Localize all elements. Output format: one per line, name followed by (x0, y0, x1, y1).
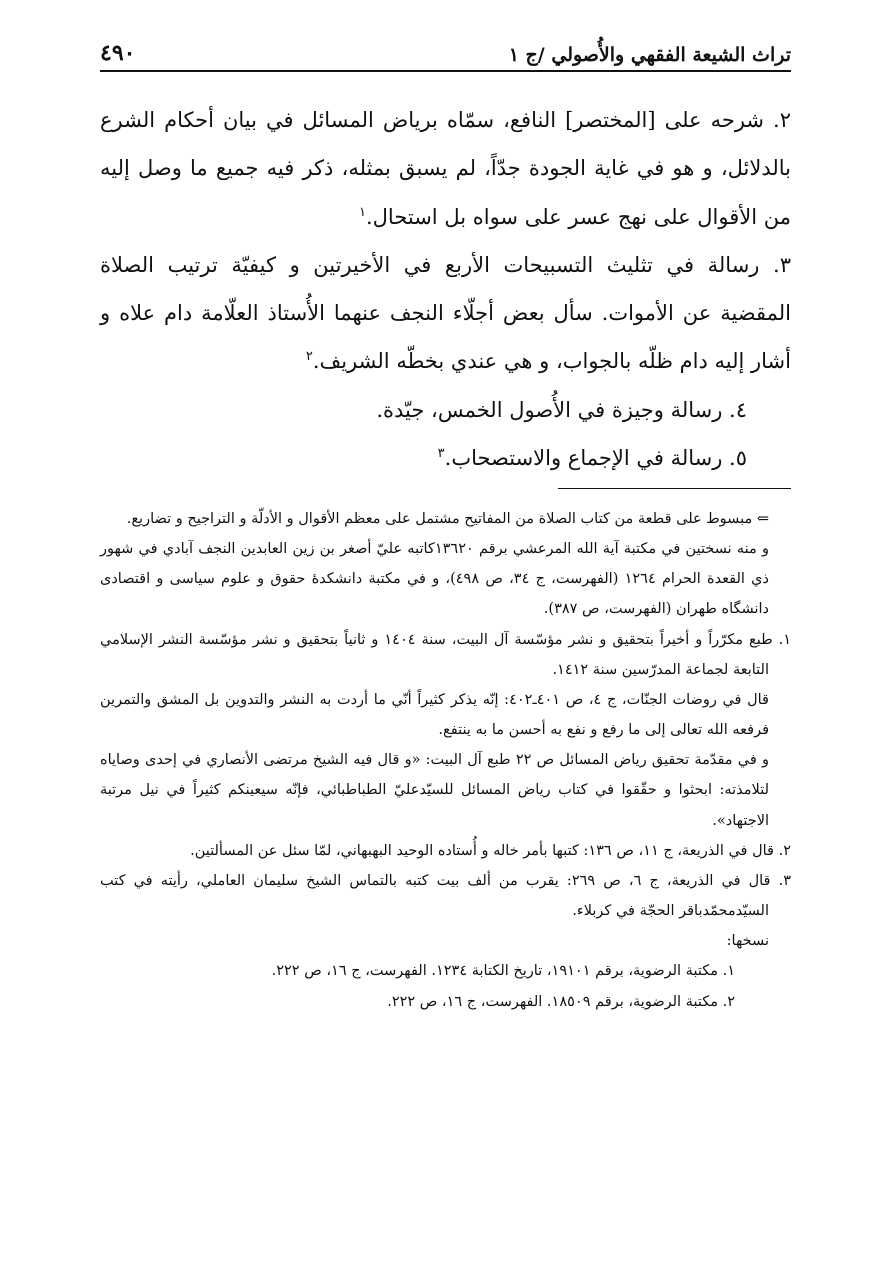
footnote-1: ١. طبع مكرّراً و أخيراً بتحقيق و نشر مؤسّسة آل البيت، سنة ١٤٠٤ و ثانياً بتحقيق و نشر مؤسّسة النشر الإسلامي التابعة لجماعة المدرّسين سنة ١٤١٢. (100, 631, 791, 678)
footnote-continuation-1: ⇐ مبسوط على قطعة من كتاب الصلاة من المفاتيح مشتمل على معظم الأقوال و الأدلّة و التراجيح و تضاريع. (126, 511, 769, 527)
footnotes (100, 504, 791, 1017)
item-5-text: ٥. رسالة في الإجماع والاستصحاب. (444, 446, 747, 471)
footnote-3-copies-label: نسخها: (726, 933, 769, 950)
footnote-3-copy-2: ٢. مكتبة الرضوية، برقم ١٨٥٠٩. الفهرست، ج ١٦، ص ٢٢٢. (387, 993, 735, 1010)
page-number: ٤٩٠ (100, 40, 136, 66)
item-2 (100, 96, 791, 241)
item-3-text: ٣. رسالة في تثليث التسبيحات الأربع في الأخيرتين و كيفيّة ترتيب الصلاة المقضية عن الأموات. سأل بعض أجلّاء النجف عنهما الأُستاذ العلّامة دام علاه و أشار إليه دام ظلّه بالجواب، و هي عندي بخطّه الشريف. (100, 252, 791, 374)
main-text (100, 96, 791, 482)
page-header (100, 30, 791, 72)
item-2-text: ٢. شرحه على [المختصر] النافع، سمّاه برياض المسائل في بيان أحكام الشرع بالدلائل، و هو في غاية الجودة جدّاً، لم يسبق بمثله، ذكر فيه جميع ما وصل إليه من الأقوال على نهج عسر على سواه بل استحال. (100, 108, 791, 229)
footnote-2: ٢. قال في الذريعة، ج ١١، ص ١٣٦: كتبها بأمر خاله و أُستاده الوحيد البهبهاني، لمّا سئل عن المسألتين. (190, 842, 791, 859)
footnote-marker-2: ٢ (305, 349, 313, 365)
footnote-3-copy-1: ١. مكتبة الرضوية، برقم ١٩١٠١، تاريخ الكتابة ١٢٣٤. الفهرست، ج ١٦، ص ٢٢٢. (271, 963, 735, 980)
item-4 (100, 386, 791, 434)
item-3 (100, 241, 791, 386)
footnote-1-muqaddima: و في مقدّمة تحقيق رياض المسائل ص ٢٢ طبع آل البيت: «و قال فيه الشيخ مرتضى الأنصاري في إحدى وصاياه لتلامذته: ابحثوا و حقّقوا في كتاب رياض المسائل للسيّدعليّ الطباطبائي، فإنّه سيعينكم كثيراً في نيل مرتبة الاجتهاد». (100, 752, 769, 829)
item-5 (100, 434, 791, 482)
item-4-text: ٤. رسالة وجيزة في الأُصول الخمس، جيّدة. (376, 397, 747, 422)
running-title: تراث الشيعة الفقهي والأُصولي /ج ١ (508, 44, 791, 66)
footnote-separator (558, 488, 791, 489)
footnote-marker-3: ٣ (437, 446, 445, 462)
footnote-marker-1: ١ (359, 204, 366, 220)
footnote-continuation-2: و منه نسختين في مكتبة آية الله المرعشي برقم ١٣٦٢٠كاتبه عليّ أصغر بن زين العابدين النجف آبادي في شهور ذي القعدة الحرام ١٢٦٤ (الفهرست، ج ٣٤، ص ٤٩٨)، و في مكتبة دانشكدهٔ حقوق و علوم سياسى و اقتصادى دانشگاه طهران (الفهرست، ص ٣٨٧). (100, 541, 769, 618)
footnote-1-rawdat: قال في روضات الجنّات، ج ٤، ص ٤٠١ـ٤٠٢: إنّه يذكر كثيراً أنّي ما أردت به النشر والتدوين بل المشق والتمرين فرفعه الله تعالى إلى ما رفع و نفع به أحسن ما به ينتفع. (100, 691, 769, 739)
footnote-3: ٣. قال في الذريعة، ج ٦، ص ٢٦٩: يقرب من ألف بيت كتبه بالتماس الشيخ سليمان العاملي، رأيته في كتب السيّدمحمّدباقر الحجّة في كربلاء. (100, 872, 791, 920)
